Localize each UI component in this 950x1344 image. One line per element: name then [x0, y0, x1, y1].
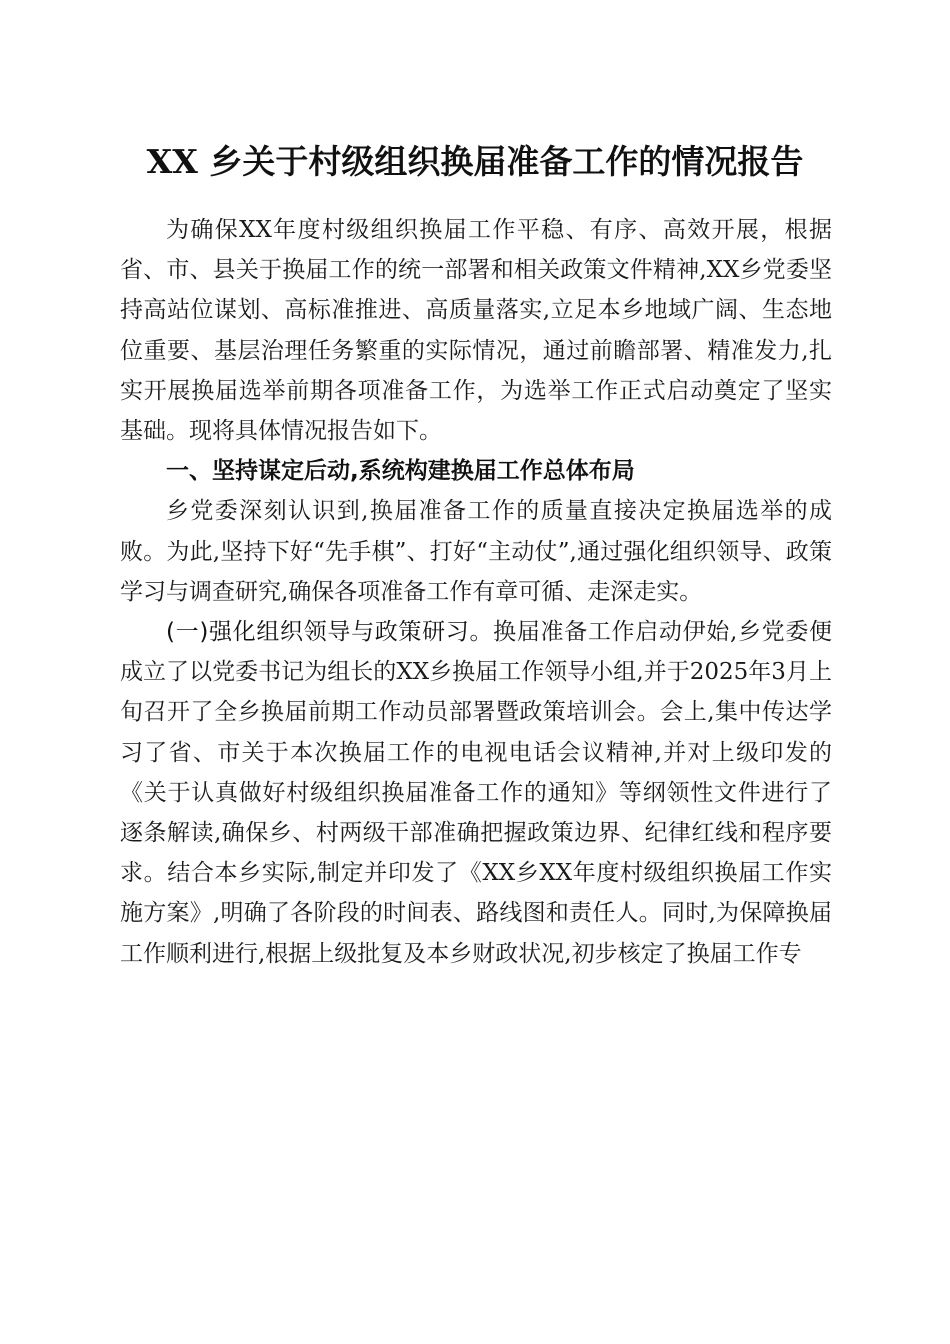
section-1-heading: 一、坚持谋定后动,系统构建换届工作总体布局: [166, 458, 635, 485]
intro-paragraph: 为确保XX年度村级组织换届工作平稳、有序、高效开展，根据省、市、县关于换届工作的统一部署和相关政策文件精神,XX乡党委坚持高站位谋划、高标准推进、高质量落实,立足本乡地域广阔、生态地位重要、基层治理任务繁重的实际情况，通过前瞻部署、精准发力,扎实开展换届选举前期各项准备工作，为选举工作正式启动奠定了坚实基础。现将具体情况报告如下。: [120, 217, 832, 445]
document-body: [120, 210, 832, 974]
subsection-1-text: 换届准备工作启动伊始,乡党委便成立了以党委书记为组长的XX乡换届工作领导小组,并于2025年3月上旬召开了全乡换届前期工作动员部署暨政策培训会。会上,集中传达学习了省、市关于本次换届工作的电视电话会议精神,并对上级印发的《关于认真做好村级组织换届准备工作的通知》等纲领性文件进行了逐条解读,确保乡、村两级干部准确把握政策边界、纪律红线和程序要求。结合本乡实际,制定并印发了《XX乡XX年度村级组织换届工作实施方案》,明确了各阶段的时间表、路线图和责任人。同时,为保障换届工作顺利进行,根据上级批复及本乡财政状况,初步核定了换届工作专: [120, 619, 832, 967]
document-title: XX 乡关于村级组织换届准备工作的情况报告: [146, 142, 804, 181]
subsection-1-paragraph: [120, 612, 832, 974]
subsection-1-lead: (一)强化组织领导与政策研习。: [166, 619, 494, 646]
section-1-paragraph: 乡党委深刻认识到,换届准备工作的质量直接决定换届选举的成败。为此,坚持下好“先手棋”、打好“主动仗”,通过强化组织领导、政策学习与调查研究,确保各项准备工作有章可循、走深走实。: [120, 498, 832, 605]
